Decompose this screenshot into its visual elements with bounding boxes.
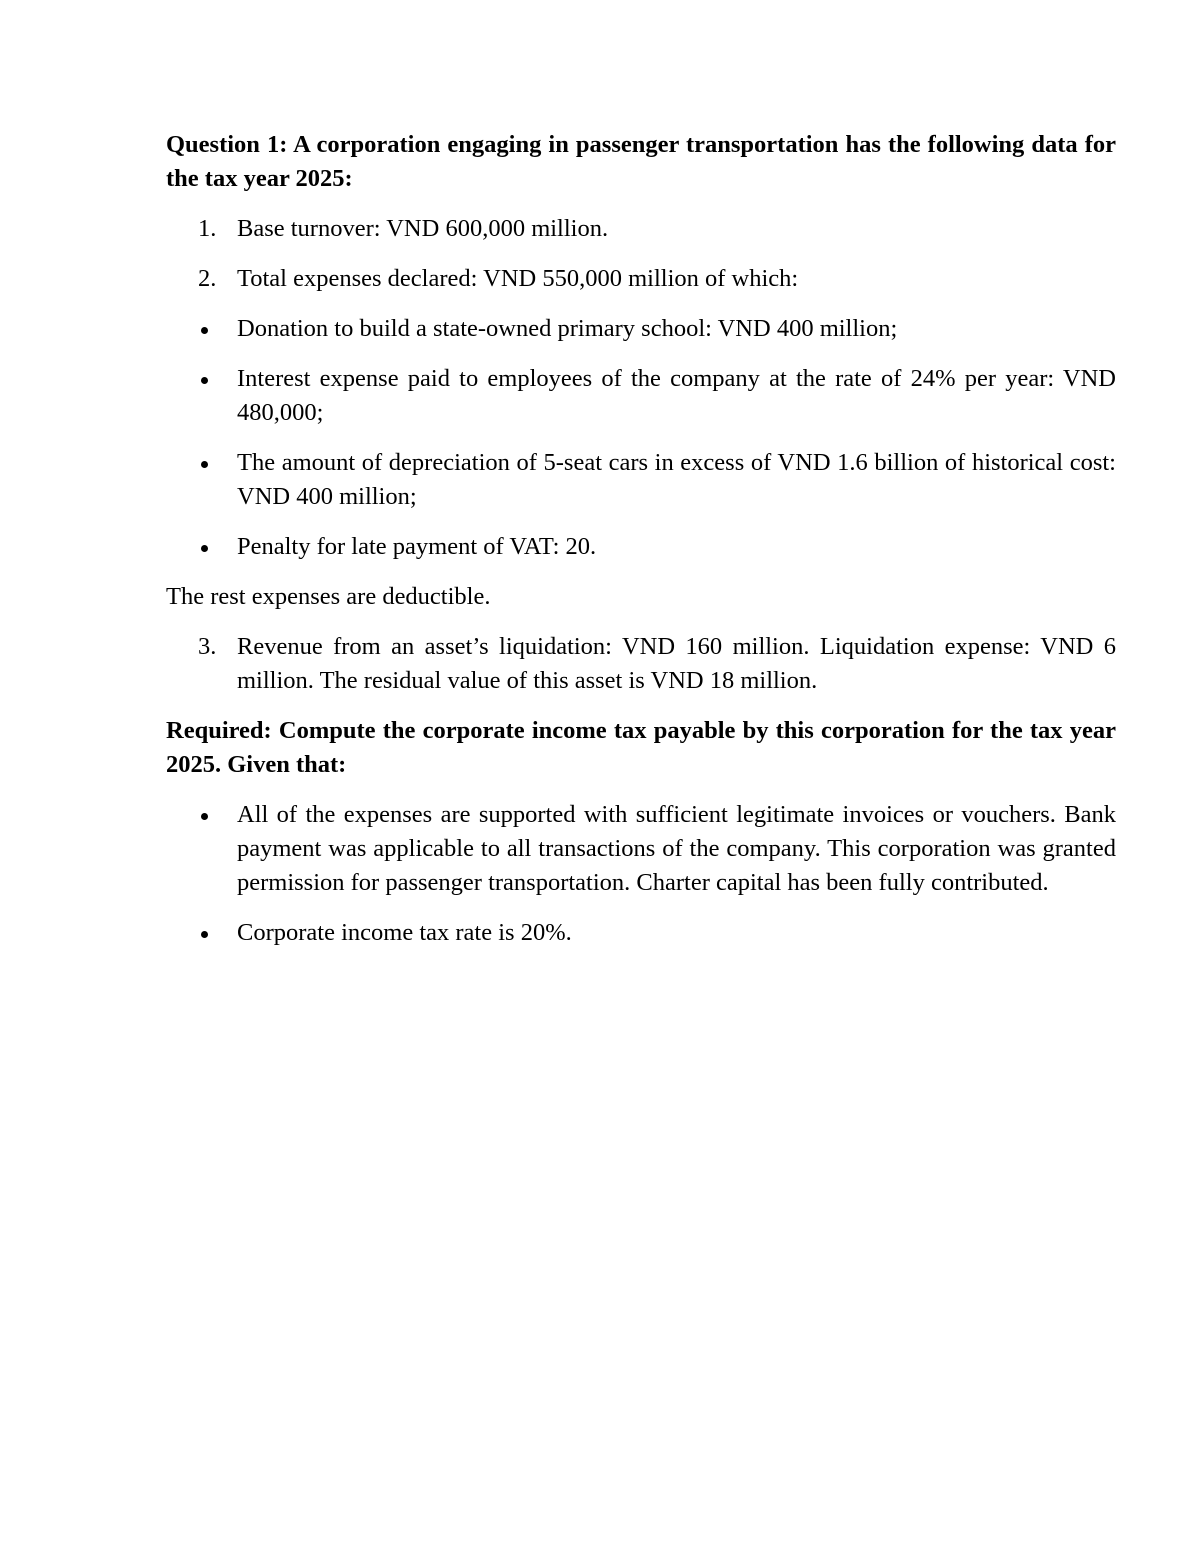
bullet-icon <box>201 813 208 820</box>
list-number: 2. <box>198 265 217 292</box>
expense-detail-1 <box>166 312 1116 346</box>
question-content <box>166 128 1116 966</box>
condition-1 <box>166 798 1116 900</box>
expense-detail-text: Penalty for late payment of VAT: 20. <box>237 533 597 560</box>
expense-detail-2 <box>166 362 1116 430</box>
expense-detail-text: Interest expense paid to employees of the company at the rate of 24% per year: VND 480,000; <box>237 365 1116 426</box>
list-item-text: Revenue from an asset’s liquidation: VND 160 million. Liquidation expense: VND 6 million. The residual value of this asset is VND 18 million. <box>237 633 1116 694</box>
rest-expenses-note: The rest expenses are deductible. <box>166 583 491 610</box>
expense-detail-4 <box>166 530 1116 564</box>
expense-detail-3 <box>166 446 1116 514</box>
expense-detail-text: The amount of depreciation of 5-seat cars in excess of VND 1.6 billion of historical cost: VND 400 million; <box>237 449 1116 510</box>
bullet-icon <box>201 461 208 468</box>
condition-text: Corporate income tax rate is 20%. <box>237 919 572 946</box>
list-item-3 <box>166 630 1116 698</box>
question-title: Question 1: A corporation engaging in passenger transportation has the following data for the tax year 2025: <box>166 131 1116 192</box>
condition-2 <box>166 916 1116 950</box>
bullet-icon <box>201 545 208 552</box>
condition-text: All of the expenses are supported with sufficient legitimate invoices or vouchers. Bank payment was applicable to all transactions of the company. This corporation was granted permission for passenger transportation. Charter capital has been fully contributed. <box>237 801 1116 896</box>
list-number: 1. <box>198 215 217 242</box>
bullet-icon <box>201 327 208 334</box>
required-heading: Required: Compute the corporate income tax payable by this corporation for the tax year 2025. Given that: <box>166 717 1116 778</box>
list-item-1 <box>166 212 1116 246</box>
list-item-text: Total expenses declared: VND 550,000 million of which: <box>237 265 799 292</box>
list-item-2 <box>166 262 1116 296</box>
expense-detail-text: Donation to build a state-owned primary school: VND 400 million; <box>237 315 898 342</box>
bullet-icon <box>201 377 208 384</box>
list-item-text: Base turnover: VND 600,000 million. <box>237 215 609 242</box>
list-number: 3. <box>198 633 217 660</box>
bullet-icon <box>201 931 208 938</box>
